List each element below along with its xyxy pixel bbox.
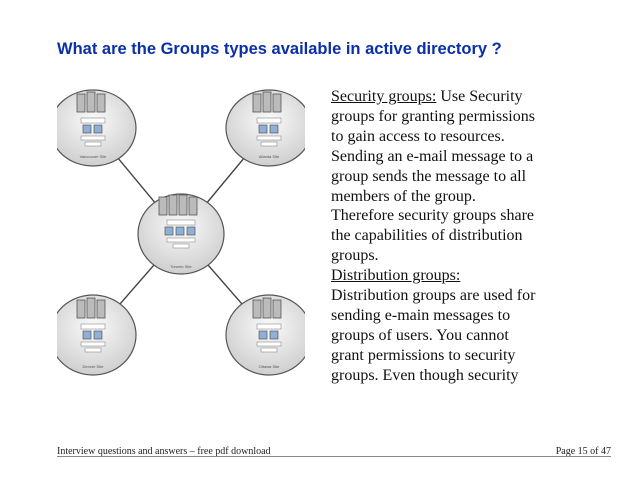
site-label: Atlanta Site bbox=[258, 154, 280, 159]
site-label: Toronto Site bbox=[170, 264, 192, 269]
site-node-ottawa bbox=[226, 295, 305, 375]
distribution-groups-heading: Distribution groups: bbox=[331, 267, 461, 285]
site-node-vancouver bbox=[57, 90, 136, 166]
footer bbox=[57, 446, 611, 461]
site-node-denver bbox=[57, 295, 136, 375]
text-line: members of the group. bbox=[331, 187, 476, 205]
text-line: Therefore security groups share bbox=[331, 207, 535, 225]
footer-source: Interview questions and answers – free pdf download bbox=[57, 446, 271, 457]
security-groups-first-line bbox=[331, 87, 621, 107]
answer-text bbox=[331, 87, 621, 386]
site-node-toronto bbox=[138, 194, 224, 274]
text-line: groups. Even though security bbox=[331, 366, 519, 384]
security-groups-lead: Use Security bbox=[436, 88, 523, 105]
site-node-atlanta bbox=[226, 90, 305, 166]
text-line: Sending an e-mail message to a bbox=[331, 147, 534, 165]
text-line: grant permissions to security bbox=[331, 346, 516, 364]
text-line: Distribution groups are used for bbox=[331, 287, 536, 305]
footer-divider bbox=[57, 456, 611, 457]
page-number: Page 15 of 47 bbox=[555, 446, 611, 457]
text-line: groups. bbox=[331, 247, 379, 265]
slide-title: What are the Groups types available in active directory ? bbox=[57, 40, 502, 58]
text-line: sending e-main messages to bbox=[331, 306, 511, 324]
network-diagram bbox=[57, 80, 305, 396]
text-line: the capabilities of distribution bbox=[331, 227, 523, 245]
site-label: Vancouver Site bbox=[79, 154, 107, 159]
security-groups-heading: Security groups: bbox=[331, 88, 437, 105]
text-line: group sends the message to all bbox=[331, 167, 527, 185]
site-label: Denver Site bbox=[82, 364, 104, 369]
text-line: to gain access to resources. bbox=[331, 127, 505, 145]
site-label: Ottawa Site bbox=[258, 364, 280, 369]
text-line: groups of users. You cannot bbox=[331, 326, 509, 344]
text-line: groups for granting permissions bbox=[331, 107, 535, 125]
